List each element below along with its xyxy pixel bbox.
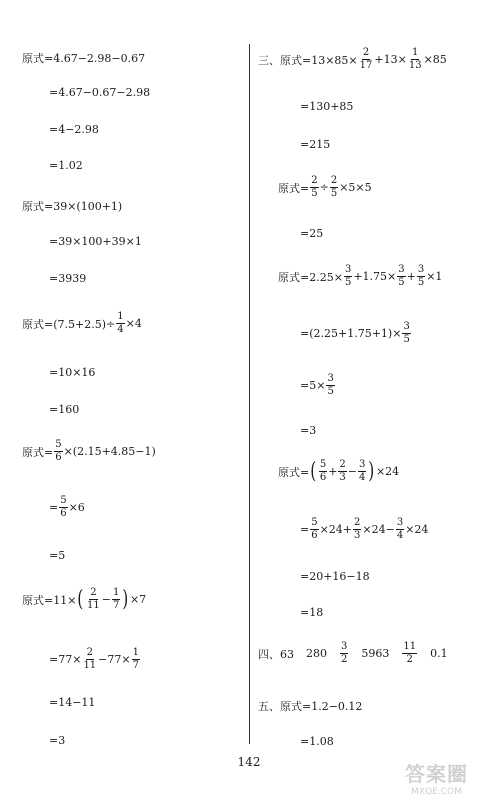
fraction: $\frac{2}{3}$ bbox=[339, 459, 346, 483]
left-line: =1.02 bbox=[49, 159, 83, 172]
expr-text: = bbox=[49, 501, 59, 514]
left-line bbox=[49, 648, 141, 671]
fraction: $\frac{2}{11}$ bbox=[83, 647, 97, 671]
expr-text: = bbox=[300, 523, 310, 536]
right-line: =20+16−18 bbox=[300, 570, 370, 583]
right-line bbox=[258, 642, 448, 665]
left-line: =3939 bbox=[49, 272, 87, 285]
left-line: =10×16 bbox=[49, 366, 96, 379]
watermark-logo: 答案圈 MXQE.COM bbox=[405, 762, 468, 797]
fraction: $\frac{2}{5}$ bbox=[330, 175, 338, 199]
left-line: =5 bbox=[49, 549, 66, 562]
right-line bbox=[258, 48, 447, 71]
fraction: $\frac{2}{5}$ bbox=[311, 175, 318, 199]
expr-text: − bbox=[101, 593, 111, 606]
expr-text: + bbox=[328, 465, 338, 478]
left-line: 原式=11× ( $\frac{2}{11}$ − $\frac{1}{7}$ ) ×7 bbox=[22, 586, 147, 612]
answer-text: 四、63 bbox=[258, 647, 294, 661]
right-line: 五、原式=1.2−0.12 bbox=[258, 700, 363, 713]
expr-text: ×1 bbox=[426, 270, 443, 283]
expr-text: 三、原式=13×85× bbox=[258, 53, 358, 67]
expr-text: =(2.25+1.75+1)× bbox=[300, 327, 402, 340]
expr-text: 原式= bbox=[22, 445, 54, 459]
left-line: =4−2.98 bbox=[49, 123, 99, 136]
expr-text: − bbox=[347, 465, 357, 478]
left-line: =160 bbox=[49, 403, 80, 416]
answer-text: 280 bbox=[306, 647, 327, 660]
expr-text: 原式= bbox=[278, 465, 310, 479]
expr-text: 原式=(7.5+2.5)÷ bbox=[22, 317, 116, 331]
left-line: 原式=39×(100+1) bbox=[22, 200, 123, 213]
expr-text: 原式= bbox=[278, 181, 310, 195]
fraction: $\frac{3}{5}$ bbox=[327, 373, 334, 397]
expr-text: ×4 bbox=[125, 317, 142, 330]
left-line bbox=[49, 496, 85, 519]
fraction: $\frac{3}{5}$ bbox=[344, 264, 352, 288]
fraction: $\frac{2}{3}$ bbox=[354, 517, 361, 541]
fraction: $\frac{5}{6}$ bbox=[319, 459, 327, 483]
left-line bbox=[22, 312, 142, 335]
right-line bbox=[300, 374, 336, 397]
page-number: 142 bbox=[237, 755, 261, 769]
fraction: $\frac{3}{5}$ bbox=[417, 264, 425, 288]
expr-text: ×6 bbox=[68, 501, 85, 514]
right-line: =1.08 bbox=[300, 735, 334, 748]
fraction: $\frac{1}{7}$ bbox=[112, 587, 120, 611]
expr-text: ×5×5 bbox=[339, 181, 372, 194]
fraction: $\frac{3}{4}$ bbox=[396, 517, 404, 541]
fraction: $\frac{5}{6}$ bbox=[311, 517, 318, 541]
left-line: =4.67−0.67−2.98 bbox=[49, 86, 151, 99]
expr-text: +1.75× bbox=[353, 270, 397, 283]
fraction: $\frac{3}{4}$ bbox=[359, 459, 366, 483]
expr-text: −77× bbox=[98, 653, 131, 666]
expr-text: ×7 bbox=[129, 593, 147, 606]
left-line: =14−11 bbox=[49, 696, 96, 709]
fraction: $\frac{2}{17}$ bbox=[359, 47, 373, 71]
right-line bbox=[278, 265, 442, 288]
expr-text: ×85 bbox=[423, 53, 447, 66]
fraction: $\frac{1}{13}$ bbox=[408, 47, 422, 71]
fraction: $\frac{3}{5}$ bbox=[403, 321, 410, 345]
right-line bbox=[300, 518, 428, 541]
right-line: 原式= ( $\frac{5}{6}$ + $\frac{2}{3}$ − $\frac{3}{4}$ ) ×24 bbox=[278, 458, 400, 484]
expr-text: =77× bbox=[49, 653, 82, 666]
expr-text: 原式=11× bbox=[22, 593, 77, 607]
fraction: $\frac{11}{2}$ bbox=[403, 641, 417, 665]
fraction: $\frac{5}{6}$ bbox=[60, 495, 67, 519]
left-line: =3 bbox=[49, 734, 66, 747]
right-line: =215 bbox=[300, 138, 331, 151]
answer-text: 0.1 bbox=[430, 647, 448, 660]
column-divider bbox=[249, 44, 250, 744]
expr-text: ×(2.15+4.85−1) bbox=[63, 445, 156, 458]
expr-text: + bbox=[406, 270, 416, 283]
fraction: $\frac{3}{5}$ bbox=[398, 264, 405, 288]
right-line bbox=[300, 322, 412, 345]
right-line: =25 bbox=[300, 227, 324, 240]
left-line: =39×100+39×1 bbox=[49, 235, 142, 248]
fraction: $\frac{2}{11}$ bbox=[87, 587, 100, 611]
expr-text: ÷ bbox=[319, 181, 329, 194]
right-line: =3 bbox=[300, 424, 317, 437]
expr-text: ×24+ bbox=[319, 523, 353, 536]
right-line: =130+85 bbox=[300, 100, 354, 113]
expr-text: ×24 bbox=[405, 523, 429, 536]
expr-text: 原式=2.25× bbox=[278, 270, 343, 284]
fraction: $\frac{1}{7}$ bbox=[132, 647, 139, 671]
left-line bbox=[22, 440, 156, 463]
fraction: $\frac{5}{6}$ bbox=[55, 439, 62, 463]
answer-text: 5963 bbox=[361, 647, 390, 660]
expr-text: ×24 bbox=[375, 465, 400, 478]
left-line: 原式=4.67−2.98−0.67 bbox=[22, 52, 146, 65]
expr-text: ×24− bbox=[362, 523, 395, 536]
expr-text: =5× bbox=[300, 379, 326, 392]
fraction: $\frac{1}{4}$ bbox=[117, 311, 124, 335]
right-line bbox=[278, 176, 372, 199]
right-line: =18 bbox=[300, 606, 324, 619]
expr-text: +13× bbox=[374, 53, 407, 66]
fraction: $\frac{3}{2}$ bbox=[341, 641, 348, 665]
